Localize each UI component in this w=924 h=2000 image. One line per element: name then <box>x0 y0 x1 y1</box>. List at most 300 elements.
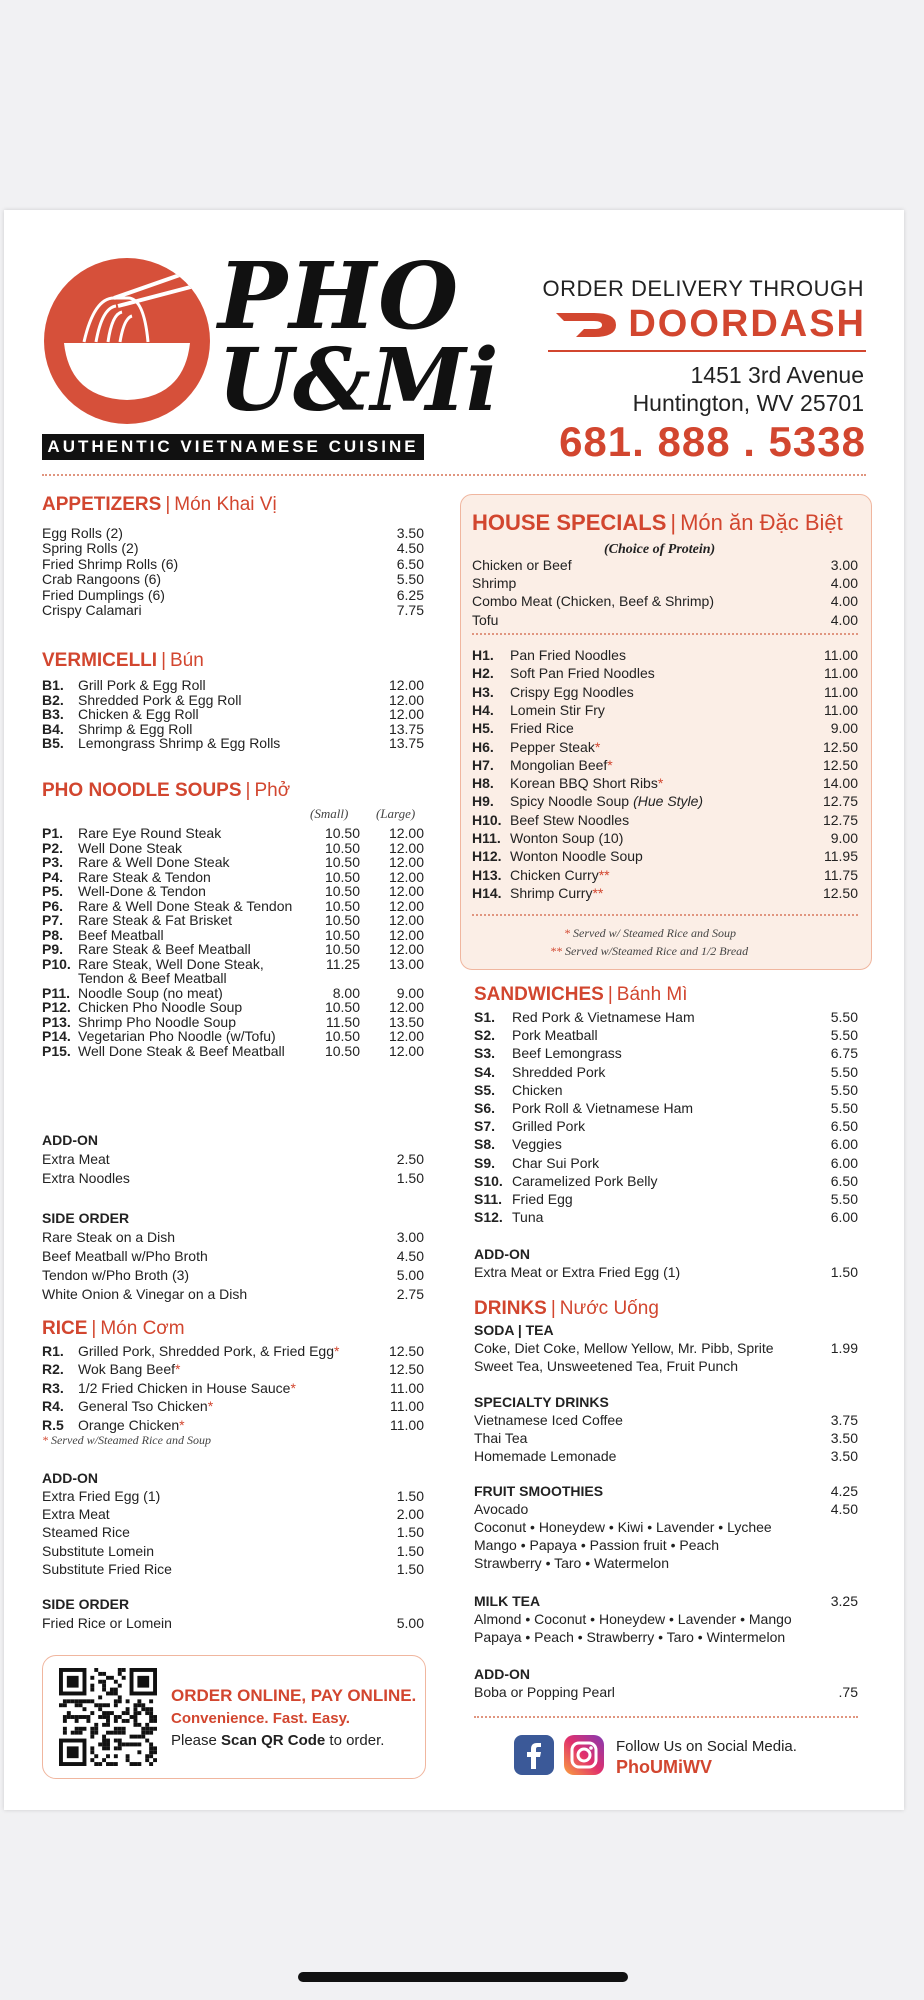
house-protein-row-name: Shrimp <box>472 575 517 592</box>
house-row-code: H1. <box>472 647 494 663</box>
vermicelli-row-price: 13.75 <box>388 720 424 737</box>
sandwich-row <box>474 1190 858 1208</box>
doordash-icon <box>554 311 618 339</box>
pho-row-small: 11.50 <box>326 1013 360 1030</box>
sandwich-row-name: Tuna <box>512 1209 544 1226</box>
pho-row-large: 12.00 <box>388 854 424 870</box>
pho-side-title: SIDE ORDER <box>42 1210 130 1226</box>
pho-addon-row-price: 1.50 <box>396 1170 424 1186</box>
house-row-name: Beef Stew Noodles <box>510 811 630 828</box>
pho-row-code: P5. <box>42 883 64 899</box>
house-row-code: H5. <box>472 720 494 737</box>
rice-row-price: 12.50 <box>388 1361 424 1378</box>
pho-row-large: 12.00 <box>388 868 424 885</box>
house-row <box>472 738 858 756</box>
rice-addon-row-price: 2.00 <box>396 1506 424 1523</box>
pho-side-row-name: Beef Meatball w/Pho Broth <box>42 1248 208 1264</box>
appetizer-row-name: Fried Shrimp Rolls (6) <box>42 555 179 572</box>
pho-row-small: 10.50 <box>324 854 360 870</box>
pho-row-small: 10.50 <box>324 912 360 928</box>
pho-row-code: P13. <box>42 1013 71 1030</box>
rice-row-code: R2. <box>42 1361 64 1378</box>
rice-row-code: R4. <box>42 1398 64 1415</box>
pho-side-row <box>42 1285 424 1303</box>
appetizer-row-price: 7.75 <box>396 602 424 618</box>
qr-order-box[interactable] <box>42 1655 426 1779</box>
sandwich-row-code: S1. <box>474 1009 496 1025</box>
pho-addon-row-name: Extra Meat <box>42 1151 110 1167</box>
house-row <box>472 847 858 865</box>
pho-row-code: P1. <box>42 825 64 841</box>
vermicelli-row-code: B1. <box>42 677 64 693</box>
qr-line1: ORDER ONLINE, PAY ONLINE. <box>171 1686 417 1705</box>
pho-side-row <box>42 1247 424 1265</box>
vermicelli-row <box>42 734 424 752</box>
specialty-row-price: 3.50 <box>830 1430 858 1447</box>
house-divider-2 <box>472 914 858 916</box>
sandwich-row-code: S3. <box>474 1045 496 1062</box>
pho-row-name: Noodle Soup (no meat) <box>78 984 223 1001</box>
vermicelli-row-name: Grill Pork & Egg Roll <box>78 677 206 693</box>
house-protein-row-price: 4.00 <box>830 575 858 592</box>
sandwich-row-name: Char Sui Pork <box>512 1154 600 1171</box>
pho-row-name: Rare Steak, Well Done Steak, <box>78 955 264 972</box>
sandwich-row-name: Fried Egg <box>512 1191 573 1207</box>
vermicelli-row-code: B2. <box>42 691 64 708</box>
pho-addon-row-name: Extra Noodles <box>42 1170 130 1186</box>
house-note1: * Served w/ Steamed Rice and Soup <box>564 926 736 940</box>
rice-side-row-name: Fried Rice or Lomein <box>42 1615 172 1631</box>
house-row-code: H8. <box>472 775 494 792</box>
specialty-row-name: Vietnamese Iced Coffee <box>474 1412 623 1428</box>
house-row <box>472 719 858 737</box>
house-row-code: H9. <box>472 793 494 810</box>
pho-addon-row-price: 2.50 <box>396 1151 424 1167</box>
vermicelli-row-name: Lemongrass Shrimp & Egg Rolls <box>78 735 281 751</box>
smoothies-header: FRUIT SMOOTHIES 4.25 <box>474 1483 858 1499</box>
facebook-icon[interactable] <box>514 1735 554 1775</box>
pho-row-small: 10.50 <box>324 825 360 841</box>
pho-row-name: Rare Steak & Beef Meatball <box>78 941 251 957</box>
soda-title: SODA | TEA <box>474 1322 554 1338</box>
house-row-name: Pepper Steak <box>510 738 595 755</box>
instagram-icon[interactable] <box>564 1735 604 1775</box>
house-row-name: Korean BBQ Short Ribs <box>510 775 658 792</box>
pho-side-row <box>42 1266 424 1284</box>
sandwich-addon-row: Extra Meat or Extra Fried Egg (1) 1.50 <box>474 1264 858 1280</box>
house-protein-row <box>472 556 858 574</box>
rice-row-code: R3. <box>42 1379 64 1396</box>
sandwich-row-price: 6.00 <box>830 1136 858 1153</box>
rice-addon-row-price: 1.50 <box>396 1542 424 1559</box>
vermicelli-row-code: B4. <box>42 720 64 737</box>
pho-side-row-price: 3.00 <box>396 1229 424 1245</box>
social-follow-text: Follow Us on Social Media. <box>616 1738 797 1755</box>
pho-row-name: Shrimp Pho Noodle Soup <box>78 1013 236 1030</box>
milktea-line2: Papaya • Peach • Strawberry • Taro • Wintermelon <box>474 1629 786 1645</box>
pho-row-code: P4. <box>42 868 64 885</box>
sandwich-row-code: S9. <box>474 1154 496 1171</box>
sandwich-row-code: S10. <box>474 1172 503 1189</box>
pho-side-row-name: White Onion & Vinegar on a Dish <box>42 1286 248 1302</box>
sandwich-row <box>474 1063 858 1081</box>
pho-row-code: P8. <box>42 926 64 943</box>
pho-row-small: 10.50 <box>324 999 360 1015</box>
sandwich-row-price: 6.50 <box>830 1118 858 1135</box>
smoothies-line4: Strawberry • Taro • Watermelon <box>474 1555 669 1571</box>
house-row-price: 12.50 <box>822 738 858 755</box>
house-row-price: 12.50 <box>822 884 858 901</box>
pho-addon-title: ADD-ON <box>42 1132 98 1148</box>
house-choice: (Choice of Protein) <box>604 542 716 557</box>
sandwich-addon-title: ADD-ON <box>474 1246 530 1262</box>
house-row-code: H7. <box>472 756 494 773</box>
house-row-code: H3. <box>472 683 494 700</box>
rice-side-title: SIDE ORDER <box>42 1596 130 1612</box>
pho-row-name: Rare Steak & Tendon <box>78 868 211 885</box>
sandwich-row <box>474 1135 858 1153</box>
appetizer-row-price: 4.50 <box>396 540 424 557</box>
logo-text-pho: PHO <box>218 242 461 350</box>
sandwich-row-name: Beef Lemongrass <box>512 1045 622 1062</box>
sandwich-row-name: Pork Meatball <box>512 1027 598 1044</box>
house-row-name: Fried Rice <box>510 720 574 737</box>
vermicelli-title: VERMICELLI | Bún <box>42 650 204 671</box>
house-row-name: Wonton Noodle Soup <box>510 848 643 865</box>
sandwich-row-price: 6.50 <box>830 1172 858 1189</box>
house-row <box>472 774 858 792</box>
rice-addon-row-name: Extra Meat <box>42 1506 110 1523</box>
rice-addon-row <box>42 1505 424 1523</box>
house-row-price: 9.00 <box>830 830 858 846</box>
sandwich-row <box>474 1117 858 1135</box>
pho-row-code: P2. <box>42 839 64 856</box>
pho-row-small: 8.00 <box>332 984 360 1001</box>
pho-row-small: 10.50 <box>324 897 360 914</box>
specialty-row-price: 3.50 <box>830 1448 858 1465</box>
house-row-name: Mongolian Beef <box>510 756 608 773</box>
house-row-name: Wonton Soup (10) <box>510 830 624 846</box>
rice-note: * Served w/Steamed Rice and Soup <box>42 1433 211 1447</box>
sandwich-row-price: 5.50 <box>830 1100 858 1116</box>
rice-star: * <box>175 1361 181 1378</box>
sandwich-row-name: Veggies <box>512 1136 562 1153</box>
pho-row-code: P15. <box>42 1042 71 1059</box>
appetizer-row-price: 6.25 <box>396 586 424 603</box>
rice-row-price: 12.50 <box>388 1343 424 1359</box>
house-note2: ** Served w/Steamed Rice and 1/2 Bread <box>550 944 749 958</box>
rice-row <box>42 1360 424 1378</box>
sandwich-row-code: S11. <box>474 1191 503 1207</box>
sandwich-row <box>474 1044 858 1062</box>
rice-addon-row-name: Extra Fried Egg (1) <box>42 1488 161 1504</box>
rice-addon-row-name: Steamed Rice <box>42 1524 130 1541</box>
sandwich-row-code: S7. <box>474 1118 496 1135</box>
milktea-line1: Almond • Coconut • Honeydew • Lavender • Mango <box>474 1611 792 1627</box>
house-row-extra: ** <box>592 884 604 901</box>
house-row-price: 11.00 <box>824 665 858 682</box>
house-row <box>472 866 858 884</box>
sandwich-row-name: Caramelized Pork Belly <box>512 1172 658 1189</box>
rice-addon-title: ADD-ON <box>42 1470 98 1486</box>
sandwich-row-name: Shredded Pork <box>512 1063 606 1080</box>
pho-row-code: P3. <box>42 854 64 870</box>
logo-text-umi: U&Mi <box>218 330 499 431</box>
pho-row-name: Well-Done & Tendon <box>78 883 206 899</box>
house-row-code: H10. <box>472 811 502 828</box>
rice-row <box>42 1397 424 1415</box>
house-row-extra: ** <box>598 866 610 883</box>
pho-row-name: Vegetarian Pho Noodle (w/Tofu) <box>78 1028 276 1044</box>
menu-page <box>4 210 904 1810</box>
sandwich-row-price: 5.50 <box>830 1009 858 1025</box>
pho-row-small: 10.50 <box>324 1042 360 1059</box>
smoothies-line3: Mango • Papaya • Passion fruit • Peach <box>474 1537 720 1553</box>
pho-row-large: 12.00 <box>388 1042 424 1059</box>
pho-row-large: 12.00 <box>388 941 424 957</box>
house-row-name: Spicy Noodle Soup <box>510 793 630 810</box>
rice-addon-row-name: Substitute Fried Rice <box>42 1560 172 1577</box>
house-row-code: H6. <box>472 738 494 755</box>
rice-row-name: 1/2 Fried Chicken in House Sauce <box>78 1379 291 1396</box>
sandwich-row-name: Grilled Pork <box>512 1118 586 1135</box>
pho-small-header: (Small) <box>310 806 349 821</box>
pho-row-code: P6. <box>42 897 64 914</box>
vermicelli-row-code: B3. <box>42 706 64 722</box>
qr-line2: Convenience. Fast. Easy. <box>171 1710 350 1727</box>
sandwich-row <box>474 1172 858 1190</box>
specialty-title: SPECIALTY DRINKS <box>474 1394 609 1410</box>
rice-addon-row <box>42 1487 424 1505</box>
house-row <box>472 701 858 719</box>
house-row-price: 11.00 <box>824 701 858 718</box>
home-indicator[interactable] <box>298 1972 628 1982</box>
house-row-name: Crispy Egg Noodles <box>510 683 634 700</box>
soda-row-2: Sweet Tea, Unsweetened Tea, Fruit Punch <box>474 1358 739 1374</box>
sandwich-row-code: S12. <box>474 1209 503 1226</box>
drinks-addon-title: ADD-ON <box>474 1666 530 1682</box>
pho-row-large: 12.00 <box>388 999 424 1015</box>
pho-row <box>42 1042 424 1060</box>
pho-row-small: 10.50 <box>324 883 360 899</box>
pho-side-row-price: 5.00 <box>396 1267 424 1283</box>
pho-row-large: 12.00 <box>388 912 424 928</box>
rice-star: * <box>334 1343 340 1359</box>
house-row-price: 14.00 <box>822 775 858 792</box>
pho-large-header: (Large) <box>376 806 416 821</box>
sandwich-row-name: Red Pork & Vietnamese Ham <box>512 1009 695 1025</box>
house-row-price: 11.95 <box>824 848 858 865</box>
specialty-row-name: Homemade Lemonade <box>474 1448 617 1465</box>
rice-row-code: R.5 <box>42 1416 64 1433</box>
sandwich-row-price: 6.00 <box>830 1154 858 1171</box>
pho-side-row-name: Rare Steak on a Dish <box>42 1229 176 1245</box>
drinks-divider <box>474 1716 858 1718</box>
sandwich-row-code: S6. <box>474 1100 496 1116</box>
drinks-title: DRINKS | Nước Uống <box>474 1298 659 1319</box>
rice-row-price: 11.00 <box>390 1379 424 1396</box>
house-row-name: Lomein Stir Fry <box>510 701 605 718</box>
sandwich-row <box>474 1154 858 1172</box>
pho-row-code: P14. <box>42 1028 71 1044</box>
pho-row-small: 11.25 <box>326 955 360 972</box>
pho-row-large: 12.00 <box>388 883 424 899</box>
house-row-code: H13. <box>472 866 502 883</box>
pho-row-code: P12. <box>42 999 71 1015</box>
phone-number: 681. 888 . 5338 <box>559 418 866 465</box>
house-row-name: Pan Fried Noodles <box>510 647 626 663</box>
pho-addon-row <box>42 1150 424 1168</box>
pho-row-large: 12.00 <box>388 839 424 856</box>
house-row-price: 12.50 <box>822 756 858 773</box>
sandwich-row-name: Chicken <box>512 1081 563 1098</box>
rice-side-row <box>42 1614 424 1632</box>
address-line2: Huntington, WV 25701 <box>632 390 864 416</box>
sandwich-row <box>474 1008 858 1026</box>
house-protein-row-name: Chicken or Beef <box>472 557 572 573</box>
rice-title: RICE | Món Cơm <box>42 1318 185 1339</box>
house-row-extra: * <box>657 775 664 792</box>
pho-row-name: Tendon & Beef Meatball <box>78 970 227 986</box>
house-protein-row <box>472 592 858 610</box>
pho-row-small: 10.50 <box>324 941 360 957</box>
sandwich-row-name: Pork Roll & Vietnamese Ham <box>512 1100 694 1116</box>
house-row-code: H12. <box>472 848 502 865</box>
vermicelli-row-name: Chicken & Egg Roll <box>78 706 199 722</box>
house-row-price: 11.00 <box>824 683 858 700</box>
appetizer-row-price: 6.50 <box>396 555 424 572</box>
pho-title: PHO NOODLE SOUPS | Phở <box>42 780 291 801</box>
vermicelli-row-price: 13.75 <box>388 735 424 751</box>
smoothies-line2: Coconut • Honeydew • Kiwi • Lavender • Lychee <box>474 1519 772 1535</box>
rice-addon-row-price: 1.50 <box>396 1560 424 1577</box>
rice-side-row-price: 5.00 <box>396 1615 424 1631</box>
drinks-addon-row: Boba or Popping Pearl .75 <box>474 1684 858 1700</box>
specialty-row <box>474 1411 858 1429</box>
pho-row-code: P11. <box>42 984 71 1001</box>
sandwich-row-price: 5.50 <box>830 1063 858 1080</box>
house-row-price: 12.75 <box>822 793 858 810</box>
house-row <box>472 792 858 810</box>
pho-addon-row <box>42 1169 424 1187</box>
pho-side-row-price: 2.75 <box>396 1286 424 1302</box>
header-divider <box>42 474 866 476</box>
house-row <box>472 646 858 664</box>
house-protein-row-name: Tofu <box>472 611 499 628</box>
appetizer-row-name: Crispy Calamari <box>42 602 142 618</box>
house-row-code: H2. <box>472 665 494 682</box>
house-row-extra: * <box>594 738 601 755</box>
pho-side-row <box>42 1228 424 1246</box>
pho-side-row-name: Tendon w/Pho Broth (3) <box>42 1267 190 1283</box>
vermicelli-row-code: B5. <box>42 735 64 751</box>
rice-row <box>42 1416 424 1434</box>
specialty-row <box>474 1429 858 1447</box>
rice-addon-row-name: Substitute Lomein <box>42 1542 155 1559</box>
pho-row-large: 12.00 <box>388 897 424 914</box>
house-protein-row-name: Combo Meat (Chicken, Beef & Shrimp) <box>472 593 714 610</box>
house-protein-row-price: 3.00 <box>830 557 858 573</box>
pho-row-name: Rare Eye Round Steak <box>78 825 222 841</box>
rice-row-name: Orange Chicken <box>78 1416 180 1433</box>
rice-row-price: 11.00 <box>390 1416 424 1433</box>
pho-row-large: 13.00 <box>388 955 424 972</box>
pho-row-name: Rare Steak & Fat Brisket <box>78 912 233 928</box>
house-row <box>472 756 858 774</box>
sandwich-row <box>474 1026 858 1044</box>
pho-row-large: 9.00 <box>396 984 424 1001</box>
house-row <box>472 664 858 682</box>
appetizer-row-price: 5.50 <box>396 571 424 588</box>
doordash-text: DOORDASH <box>628 303 866 345</box>
rice-row-name: Wok Bang Beef <box>78 1361 176 1378</box>
house-protein-row <box>472 574 858 592</box>
house-row <box>472 811 858 829</box>
rice-star: * <box>207 1398 214 1415</box>
pho-row-code: P10. <box>42 955 71 972</box>
order-delivery-label: ORDER DELIVERY THROUGH <box>542 276 864 301</box>
pho-row-large: 12.00 <box>388 825 424 841</box>
rice-row <box>42 1342 424 1360</box>
house-row-code: H11. <box>472 830 501 846</box>
house-row <box>472 884 858 902</box>
sandwich-row-code: S5. <box>474 1081 496 1098</box>
appetizer-row-name: Spring Rolls (2) <box>42 540 139 557</box>
pho-row-small: 10.50 <box>324 839 360 856</box>
pho-row-small: 10.50 <box>324 926 360 943</box>
specialty-row-name: Thai Tea <box>474 1430 528 1447</box>
appetizer-row-name: Egg Rolls (2) <box>42 525 123 541</box>
tagline: AUTHENTIC VIETNAMESE CUISINE <box>42 434 424 460</box>
house-row-name: Chicken Curry <box>510 866 599 883</box>
rice-star: * <box>179 1416 185 1433</box>
vermicelli-row-price: 12.00 <box>388 706 424 722</box>
qr-code-icon[interactable] <box>59 1668 157 1766</box>
pho-side-row-price: 4.50 <box>396 1248 424 1264</box>
sandwich-row-price: 5.50 <box>830 1081 858 1098</box>
pho-row-name: Beef Meatball <box>78 926 164 943</box>
appetizers-title: APPETIZERS | Món Khai Vị <box>42 494 277 515</box>
logo-bowl-icon <box>44 258 210 424</box>
sandwich-row-price: 5.50 <box>830 1191 858 1207</box>
doordash-divider <box>548 350 866 352</box>
appetizer-row <box>42 601 424 619</box>
rice-addon-row <box>42 1523 424 1541</box>
house-divider <box>472 633 858 635</box>
rice-row-price: 11.00 <box>390 1398 424 1415</box>
sandwich-row <box>474 1081 858 1099</box>
pho-row-large: 13.50 <box>388 1013 424 1030</box>
house-row-price: 9.00 <box>830 720 858 737</box>
house-row-price: 11.75 <box>824 866 858 883</box>
sandwich-row-code: S4. <box>474 1063 496 1080</box>
soda-row-1: Coke, Diet Coke, Mellow Yellow, Mr. Pibb, Sprite 1.99 <box>474 1340 858 1356</box>
specialty-row-price: 3.75 <box>830 1412 858 1428</box>
pho-row-name: Rare & Well Done Steak & Tendon <box>78 897 293 914</box>
rice-addon-row <box>42 1542 424 1560</box>
house-row-name: Soft Pan Fried Noodles <box>510 665 655 682</box>
house-row-code: H4. <box>472 701 494 718</box>
social-handle[interactable]: PhoUMiWV <box>616 1757 712 1777</box>
sandwich-row-price: 5.50 <box>830 1027 858 1044</box>
sandwich-row-price: 6.00 <box>830 1209 858 1226</box>
pho-row-name: Chicken Pho Noodle Soup <box>78 999 243 1015</box>
doordash-logo <box>554 303 866 346</box>
rice-row-code: R1. <box>42 1343 64 1359</box>
pho-row-large: 12.00 <box>388 1028 424 1044</box>
qr-line3: Please Scan QR Code to order. <box>171 1732 385 1749</box>
vermicelli-row-price: 12.00 <box>388 677 424 693</box>
